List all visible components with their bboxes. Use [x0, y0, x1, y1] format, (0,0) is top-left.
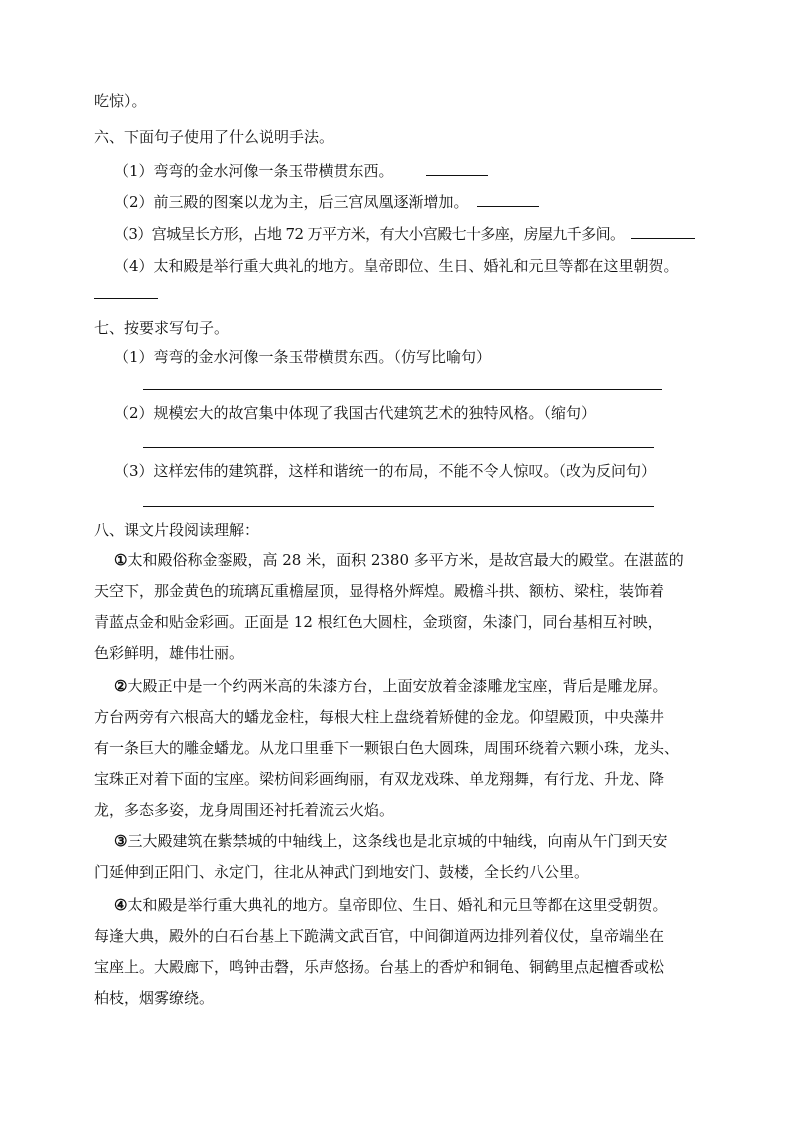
paragraph-3-marker: ③ [114, 832, 128, 850]
paragraph-4-line-1: ④太和殿是举行重大典礼的地方。皇帝即位、生日、婚礼和元旦等都在这里受朝贺。 [114, 896, 668, 914]
paragraph-3-line-2: 门延伸到正阳门、永定门，往北从神武门到地安门、鼓楼，全长约八公里。 [94, 863, 590, 881]
paragraph-4-line-2: 每逢大典，殿外的白石台基上下跪满文武百官，中间御道两边排列着仪仗，皇帝端坐在 [94, 927, 665, 945]
answer-blank-6-3[interactable] [631, 224, 695, 239]
section-7-item-3: （3）这样宏伟的建筑群，这样和谐统一的布局，不能不令人惊叹。（改为反问句） [114, 462, 657, 480]
section-8-title: 八、课文片段阅读理解： [94, 521, 260, 539]
paragraph-2-line-1: ②大殿正中是一个约两米高的朱漆方台，上面安放着金漆雕龙宝座，背后是雕龙屏。 [114, 677, 668, 695]
section-6-item-3 [114, 224, 695, 244]
answer-blank-6-4[interactable] [94, 298, 158, 299]
paragraph-2-line-4: 宝珠正对着下面的宝座。梁枋间彩画绚丽，有双龙戏珠、单龙翔舞，有行龙、升龙、降 [94, 770, 665, 788]
paragraph-4-marker: ④ [114, 896, 128, 914]
section-6-item-4: （4）太和殿是举行重大典礼的地方。皇帝即位、生日、婚礼和元旦等都在这里朝贺。 [114, 257, 679, 275]
paragraph-4-line-4: 柏枝，烟雾缭绕。 [94, 989, 215, 1007]
section-6-item-1-text: （1）弯弯的金水河像一条玉带横贯东西。 [114, 162, 394, 180]
paragraph-1-marker: ① [114, 551, 128, 569]
section-6-item-2 [114, 192, 539, 212]
paragraph-2-line-2: 方台两旁有六根高大的蟠龙金柱，每根大柱上盘绕着矫健的金龙。仰望殿顶，中央藻井 [94, 708, 665, 726]
paragraph-2-marker: ② [114, 677, 128, 695]
answer-blank-6-2[interactable] [477, 192, 539, 207]
section-6-item-1 [114, 161, 488, 181]
paragraph-2-line-5: 龙，多态多姿，龙身周围还衬托着流云火焰。 [94, 801, 395, 819]
section-7-title: 七、按要求写句子。 [94, 319, 230, 337]
section-6-item-3-text: （3）宫城呈长方形，占地 72 万平方米，有大小宫殿七十多座，房屋九千多间。 [114, 225, 625, 243]
answer-line-7-3[interactable] [143, 506, 654, 507]
continuation-text: 吃惊）。 [94, 92, 147, 110]
answer-line-7-2[interactable] [143, 447, 654, 448]
paragraph-3-line-1: ③三大殿建筑在紫禁城的中轴线上，这条线也是北京城的中轴线，向南从午门到天安 [114, 832, 668, 850]
answer-line-7-1[interactable] [143, 389, 662, 390]
paragraph-1-line-3: 青蓝点金和贴金彩画。正面是 12 根红色大圆柱，金琐窗，朱漆门，同台基相互衬映， [94, 613, 663, 631]
paragraph-1-line-2: 天空下，那金黄色的琉璃瓦重檐屋顶，显得格外辉煌。殿檐斗拱、额枋、梁柱，装饰着 [94, 582, 665, 600]
paragraph-1-line-4: 色彩鲜明，雄伟壮丽。 [94, 644, 245, 662]
answer-blank-6-1[interactable] [426, 161, 488, 176]
section-7-item-1: （1）弯弯的金水河像一条玉带横贯东西。（仿写比喻句） [114, 348, 492, 366]
paragraph-1-line-1: ①太和殿俗称金銮殿，高 28 米，面积 2380 多平方米，是故宫最大的殿堂。在湛蓝的 [114, 551, 684, 569]
paragraph-2-line-3: 有一条巨大的雕金蟠龙。从龙口里垂下一颗银白色大圆珠，周围环绕着六颗小珠，龙头、 [94, 739, 680, 757]
paragraph-4-line-3: 宝座上。大殿廊下，鸣钟击磬，乐声悠扬。台基上的香炉和铜龟、铜鹤里点起檀香或松 [94, 958, 665, 976]
section-7-item-2: （2）规模宏大的故宫集中体现了我国古代建筑艺术的独特风格。（缩句） [114, 404, 597, 422]
section-6-title: 六、下面句子使用了什么说明手法。 [94, 128, 335, 146]
section-6-item-2-text: （2）前三殿的图案以龙为主，后三宫凤凰逐渐增加。 [114, 193, 469, 211]
